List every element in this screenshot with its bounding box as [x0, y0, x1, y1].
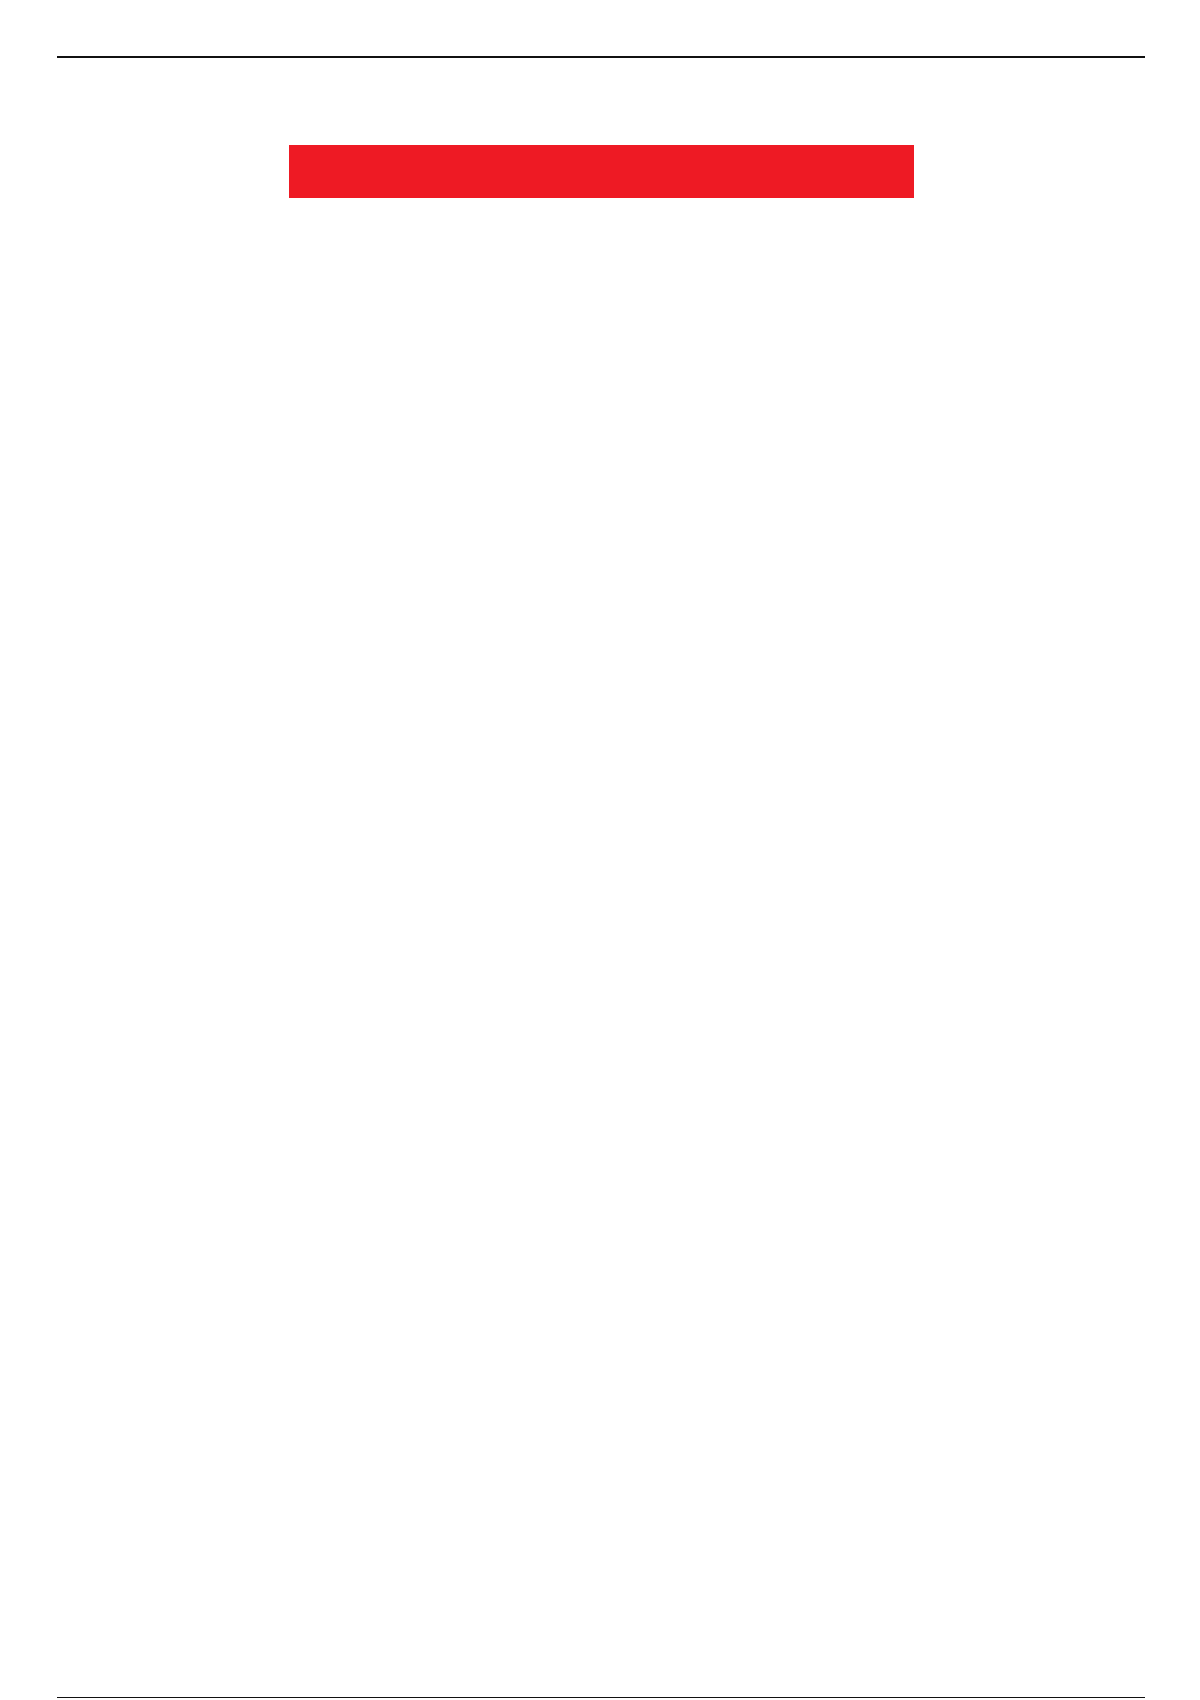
page-title [289, 145, 914, 198]
bottom-rule [57, 1697, 1145, 1698]
top-rule [57, 56, 1145, 58]
